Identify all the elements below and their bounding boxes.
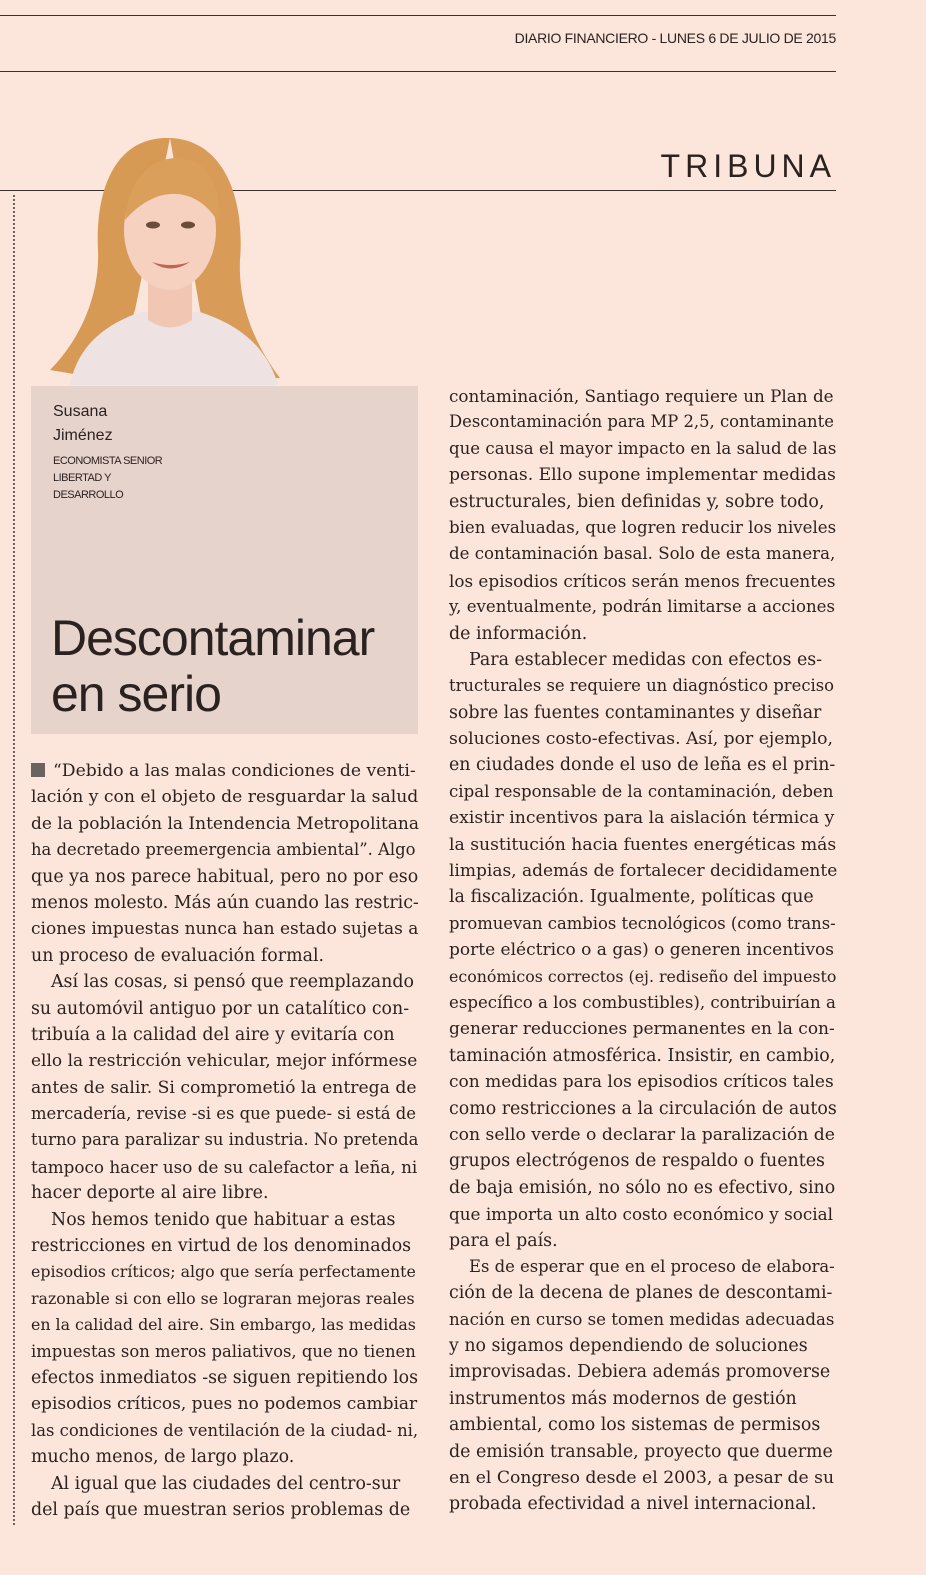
left-column bbox=[31, 758, 419, 1523]
text-line: Para establecer medidas con efectos es- bbox=[469, 649, 823, 670]
text-line: estructurales, bien definidas y, sobre todo, bbox=[449, 491, 825, 512]
text-line: episodios críticos; algo que sería perfectamente bbox=[31, 1262, 416, 1282]
text-line: efectos inmediatos -se siguen repitiendo los bbox=[31, 1367, 419, 1388]
text-line: promuevan cambios tecnológicos (como trans- bbox=[449, 913, 836, 933]
text-line: con sello verde o declarar la paralización de bbox=[449, 1124, 835, 1145]
top-rule bbox=[0, 15, 836, 16]
square-bullet-icon bbox=[31, 763, 45, 777]
text-line: sobre las fuentes contaminantes y diseñar bbox=[449, 702, 822, 723]
author-role-line: ECONOMISTA SENIOR bbox=[53, 455, 163, 467]
author-box bbox=[31, 386, 418, 734]
text-line: limpias, además de fortalecer decididamente bbox=[449, 861, 838, 882]
text-line: las condiciones de ventilación de la ciudad- ni, bbox=[31, 1420, 419, 1440]
text-line: personas. Ello supone implementar medidas bbox=[449, 465, 836, 486]
text-line: restricciones en virtud de los denominados bbox=[31, 1236, 412, 1257]
text-line: con medidas para los episodios críticos tales bbox=[449, 1072, 834, 1093]
text-line: y, eventualmente, podrán limitarse a acciones bbox=[449, 597, 836, 617]
author-portrait bbox=[40, 130, 302, 385]
text-line: generar reducciones permanentes en la con- bbox=[449, 1019, 835, 1040]
headline-line: Descontaminar bbox=[51, 610, 375, 666]
text-line: en el Congreso desde el 2003, a pesar de su bbox=[449, 1468, 835, 1489]
text-line: los episodios críticos serán menos frecuentes bbox=[449, 570, 836, 591]
text-line: “Debido a las malas condiciones de venti- bbox=[31, 758, 419, 784]
masthead-rule bbox=[0, 71, 836, 72]
author-first-name: Susana bbox=[53, 403, 108, 420]
text-line: existir incentivos para la aislación térmica y bbox=[449, 808, 835, 829]
text-line: como restricciones a la circulación de autos bbox=[449, 1098, 837, 1119]
text-line: ción de la decena de planes de descontami- bbox=[449, 1283, 833, 1304]
text-line: Es de esperar que en el proceso de elabora- bbox=[469, 1256, 835, 1276]
text-line: antes de salir. Si comprometió la entrega de bbox=[31, 1077, 417, 1098]
text-line: Al igual que las ciudades del centro-sur bbox=[51, 1473, 401, 1494]
text-line: tribuía a la calidad del aire y evitaría con bbox=[31, 1024, 395, 1045]
text-line: de información. bbox=[449, 623, 588, 644]
masthead: DIARIO FINANCIERO - LUNES 6 DE JULIO DE 2015 bbox=[514, 30, 836, 46]
text-line: su automóvil antiguo por un catalítico con- bbox=[31, 998, 410, 1019]
author-role-line: DESARROLLO bbox=[53, 489, 124, 501]
text-line: y no sigamos dependiendo de soluciones bbox=[449, 1336, 808, 1357]
text-line: Nos hemos tenido que habituar a estas bbox=[51, 1209, 396, 1230]
text-line: mercadería, revise -si es que puede- si está de bbox=[31, 1104, 416, 1124]
text-line: episodios críticos, pues no podemos cambiar bbox=[31, 1394, 418, 1415]
text-line: instrumentos más modernos de gestión bbox=[449, 1388, 797, 1409]
section-title: TRIBUNA bbox=[660, 148, 836, 184]
text-line: bien evaluadas, que logren reducir los niveles bbox=[449, 517, 837, 537]
text-line: ha decretado preemergencia ambiental”. Algo bbox=[31, 840, 416, 860]
text-line: mucho menos, de largo plazo. bbox=[31, 1447, 295, 1468]
text-line: probada efectividad a nivel internacional. bbox=[449, 1494, 817, 1515]
text-line: ciones impuestas nunca han estado sujetas a bbox=[31, 919, 419, 940]
text-line: lación y con el objeto de resguardar la salud bbox=[31, 787, 419, 808]
text-line: de contaminación basal. Solo de esta manera, bbox=[449, 544, 836, 564]
text-line: hacer deporte al aire libre. bbox=[31, 1183, 269, 1204]
text-line: tructurales se requiere un diagnóstico preciso bbox=[449, 676, 835, 696]
text-line: un proceso de evaluación formal. bbox=[31, 945, 325, 966]
author-role-line: LIBERTAD Y bbox=[53, 472, 111, 484]
text-line: contaminación, Santiago requiere un Plan de bbox=[449, 386, 834, 406]
text-line: para el país. bbox=[449, 1230, 558, 1251]
text-line: económicos correctos (ej. rediseño del impuesto bbox=[449, 966, 837, 986]
author-last-name: Jiménez bbox=[53, 427, 113, 444]
text-line: específico a los combustibles), contribuirían a bbox=[449, 992, 836, 1012]
text-line: nación en curso se tomen medidas adecuadas bbox=[449, 1309, 835, 1329]
text-line: Descontaminación para MP 2,5, contaminante bbox=[449, 412, 834, 432]
text-line: tampoco hacer uso de su calefactor a leña, ni bbox=[31, 1156, 418, 1177]
text-line: de emisión transable, proyecto que duerme bbox=[449, 1441, 833, 1462]
text-line: que causa el mayor impacto en la salud de las bbox=[449, 438, 837, 458]
text-line: razonable si con ello se lograran mejoras reales bbox=[31, 1288, 415, 1308]
text-line: de baja emisión, no sólo no es efectivo, sino bbox=[449, 1177, 836, 1198]
text-line: ello la restricción vehicular, mejor infórmese bbox=[31, 1051, 418, 1072]
text-line: impuestas son meros paliativos, que no tienen bbox=[31, 1341, 416, 1361]
text-line: en la calidad del aire. Sin embargo, las medidas bbox=[31, 1315, 416, 1335]
text-line: Así las cosas, si pensó que reemplazando bbox=[51, 972, 414, 993]
text-line: cipal responsable de la contaminación, deben bbox=[449, 781, 834, 801]
right-column bbox=[449, 383, 837, 1518]
headline bbox=[51, 610, 411, 722]
headline-line: en serio bbox=[51, 666, 221, 722]
text-line: improvisadas. Debiera además promoverse bbox=[449, 1362, 831, 1383]
text-line: taminación atmosférica. Insistir, en cambio, bbox=[449, 1045, 836, 1066]
text-line: menos molesto. Más aún cuando las restric- bbox=[31, 892, 419, 913]
text-line: que ya nos parece habitual, pero no por eso bbox=[31, 866, 419, 887]
text-line: del país que muestran serios problemas de bbox=[31, 1499, 411, 1520]
text-line: que importa un alto costo económico y social bbox=[449, 1204, 833, 1225]
dotted-margin-rule bbox=[13, 195, 15, 1525]
text-line: turno para paralizar su industria. No pretenda bbox=[31, 1130, 419, 1150]
text-line: soluciones costo-efectivas. Así, por ejemplo, bbox=[449, 729, 833, 750]
text-line: de la población la Intendencia Metropolitana bbox=[31, 813, 420, 834]
text-line: ambiental, como los sistemas de permisos bbox=[449, 1415, 821, 1436]
text-line: la sustitución hacia fuentes energéticas más bbox=[449, 834, 837, 855]
text-line: en ciudades donde el uso de leña es el prin- bbox=[449, 755, 836, 776]
text-line: grupos electrógenos de respaldo o fuentes bbox=[449, 1151, 825, 1172]
text-line: la fiscalización. Igualmente, políticas que bbox=[449, 887, 814, 908]
text-line: porte eléctrico o a gas) o generen incentivos bbox=[449, 940, 835, 961]
